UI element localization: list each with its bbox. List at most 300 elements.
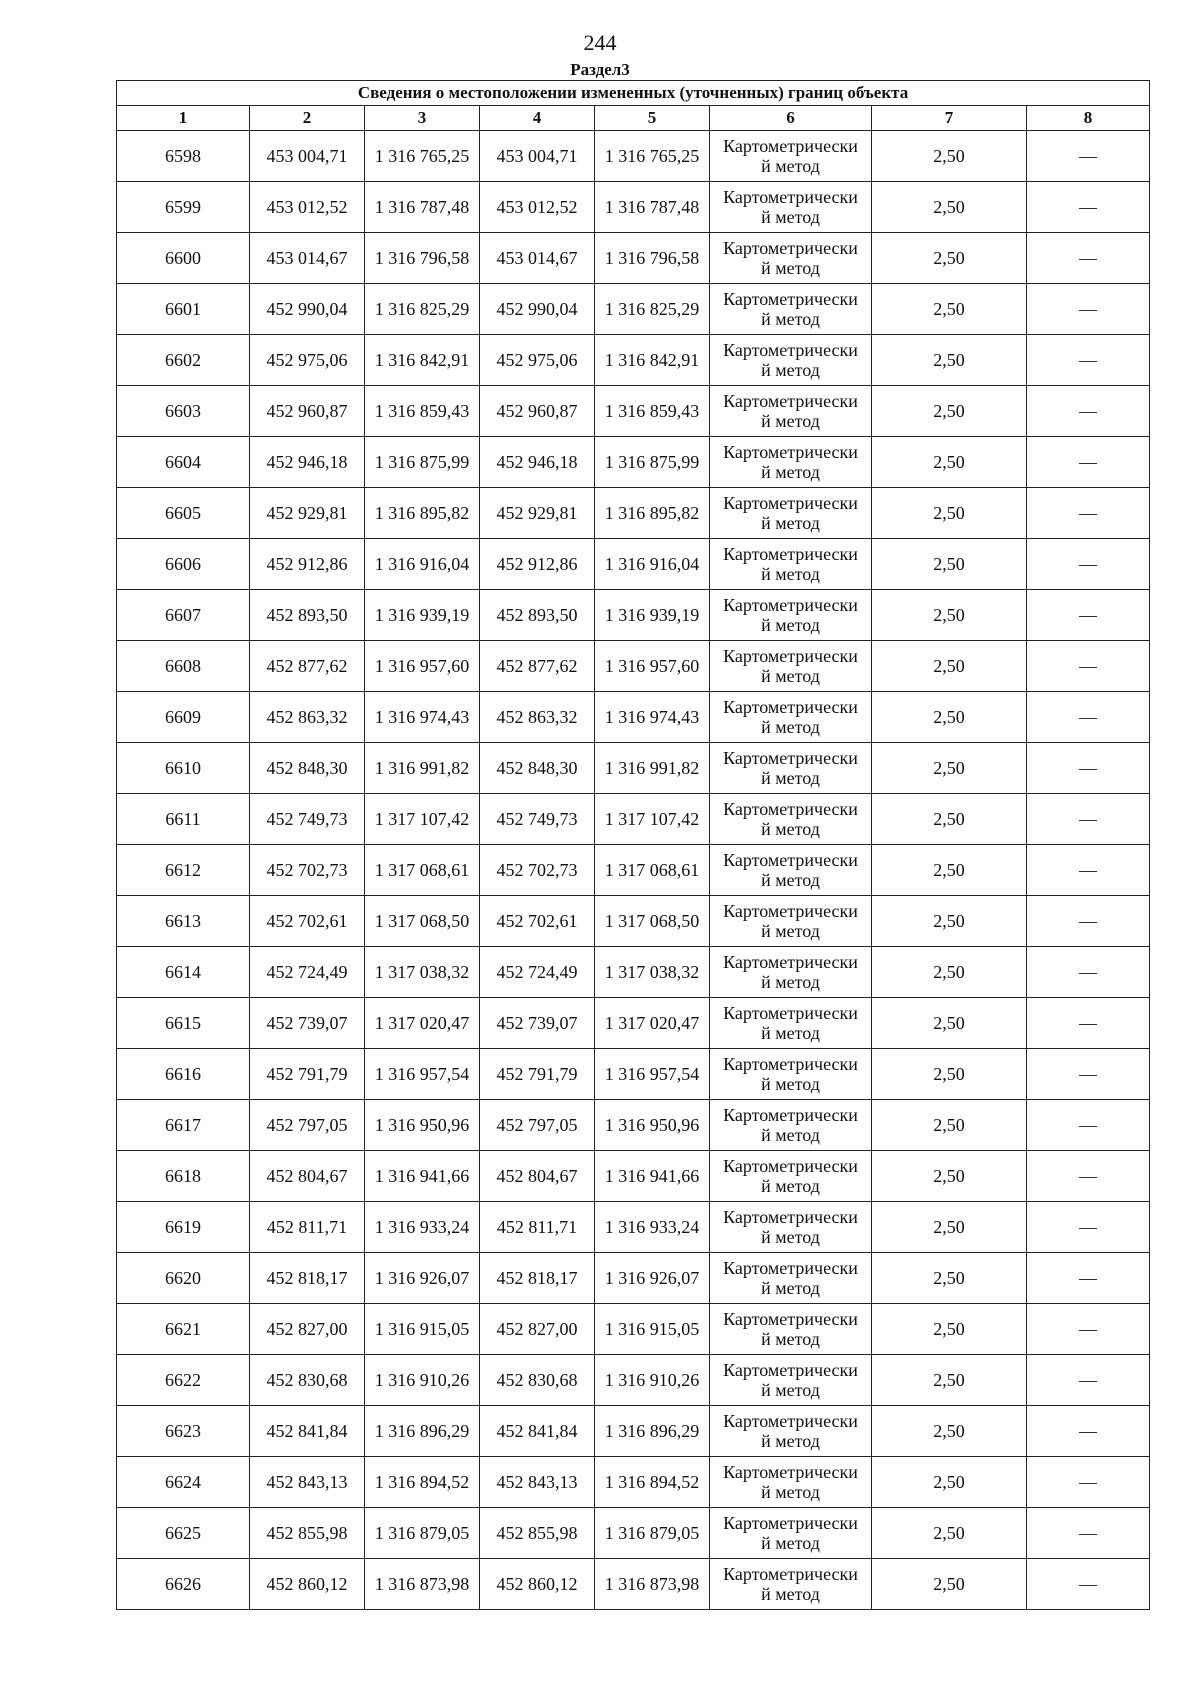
table-row <box>117 1202 1150 1253</box>
y-coordinate-cell: 1 316 879,05 <box>365 1508 480 1559</box>
point-number-cell: 6622 <box>117 1355 250 1406</box>
note-cell: — <box>1027 182 1150 233</box>
method-line: Картометрически <box>723 1156 858 1176</box>
point-number-cell: 6618 <box>117 1151 250 1202</box>
method-line: й метод <box>761 972 820 992</box>
method-cell <box>710 1508 872 1559</box>
x-new-coordinate-cell: 452 749,73 <box>480 794 595 845</box>
point-number-cell: 6603 <box>117 386 250 437</box>
column-number-row <box>117 106 1150 131</box>
table-row <box>117 947 1150 998</box>
method-line: Картометрически <box>723 1105 858 1125</box>
accuracy-cell: 2,50 <box>872 386 1027 437</box>
y-new-coordinate-cell: 1 317 038,32 <box>595 947 710 998</box>
x-new-coordinate-cell: 452 739,07 <box>480 998 595 1049</box>
y-new-coordinate-cell: 1 316 933,24 <box>595 1202 710 1253</box>
accuracy-cell: 2,50 <box>872 1202 1027 1253</box>
accuracy-cell: 2,50 <box>872 335 1027 386</box>
accuracy-cell: 2,50 <box>872 1304 1027 1355</box>
y-new-coordinate-cell: 1 316 859,43 <box>595 386 710 437</box>
note-cell: — <box>1027 641 1150 692</box>
method-line: Картометрически <box>723 289 858 309</box>
y-coordinate-cell: 1 316 825,29 <box>365 284 480 335</box>
method-line: Картометрически <box>723 136 858 156</box>
x-new-coordinate-cell: 452 990,04 <box>480 284 595 335</box>
table-row <box>117 845 1150 896</box>
table-row <box>117 1049 1150 1100</box>
method-cell <box>710 1253 872 1304</box>
method-line: й метод <box>761 1584 820 1604</box>
note-cell: — <box>1027 1406 1150 1457</box>
method-cell <box>710 1151 872 1202</box>
y-new-coordinate-cell: 1 316 957,54 <box>595 1049 710 1100</box>
point-number-cell: 6626 <box>117 1559 250 1610</box>
y-coordinate-cell: 1 317 068,50 <box>365 896 480 947</box>
note-cell: — <box>1027 947 1150 998</box>
y-new-coordinate-cell: 1 316 796,58 <box>595 233 710 284</box>
accuracy-cell: 2,50 <box>872 1406 1027 1457</box>
y-new-coordinate-cell: 1 316 894,52 <box>595 1457 710 1508</box>
note-cell: — <box>1027 1202 1150 1253</box>
x-coordinate-cell: 452 791,79 <box>250 1049 365 1100</box>
note-cell: — <box>1027 488 1150 539</box>
method-line: й метод <box>761 513 820 533</box>
x-new-coordinate-cell: 452 855,98 <box>480 1508 595 1559</box>
note-cell: — <box>1027 896 1150 947</box>
method-line: Картометрически <box>723 1513 858 1533</box>
x-new-coordinate-cell: 452 860,12 <box>480 1559 595 1610</box>
x-new-coordinate-cell: 452 946,18 <box>480 437 595 488</box>
x-coordinate-cell: 452 739,07 <box>250 998 365 1049</box>
y-coordinate-cell: 1 316 941,66 <box>365 1151 480 1202</box>
method-line: й метод <box>761 1431 820 1451</box>
x-coordinate-cell: 452 848,30 <box>250 743 365 794</box>
point-number-cell: 6621 <box>117 1304 250 1355</box>
point-number-cell: 6599 <box>117 182 250 233</box>
column-number: 6 <box>710 106 872 131</box>
note-cell: — <box>1027 131 1150 182</box>
y-coordinate-cell: 1 317 020,47 <box>365 998 480 1049</box>
table-body <box>117 131 1150 1610</box>
method-line: й метод <box>761 411 820 431</box>
point-number-cell: 6613 <box>117 896 250 947</box>
column-number: 8 <box>1027 106 1150 131</box>
point-number-cell: 6623 <box>117 1406 250 1457</box>
y-new-coordinate-cell: 1 316 842,91 <box>595 335 710 386</box>
accuracy-cell: 2,50 <box>872 1355 1027 1406</box>
method-line: й метод <box>761 921 820 941</box>
table-row <box>117 1253 1150 1304</box>
note-cell: — <box>1027 1304 1150 1355</box>
method-line: Картометрически <box>723 646 858 666</box>
accuracy-cell: 2,50 <box>872 641 1027 692</box>
note-cell: — <box>1027 1253 1150 1304</box>
note-cell: — <box>1027 1100 1150 1151</box>
table-row <box>117 539 1150 590</box>
note-cell: — <box>1027 335 1150 386</box>
x-new-coordinate-cell: 452 818,17 <box>480 1253 595 1304</box>
note-cell: — <box>1027 386 1150 437</box>
y-new-coordinate-cell: 1 316 896,29 <box>595 1406 710 1457</box>
method-line: Картометрически <box>723 340 858 360</box>
method-line: Картометрически <box>723 1054 858 1074</box>
y-new-coordinate-cell: 1 316 787,48 <box>595 182 710 233</box>
method-line: й метод <box>761 717 820 737</box>
y-new-coordinate-cell: 1 316 957,60 <box>595 641 710 692</box>
table-row <box>117 1355 1150 1406</box>
table-caption: Сведения о местоположении измененных (уточненных) границ объекта <box>117 81 1150 106</box>
accuracy-cell: 2,50 <box>872 539 1027 590</box>
note-cell: — <box>1027 284 1150 335</box>
note-cell: — <box>1027 1355 1150 1406</box>
x-coordinate-cell: 453 004,71 <box>250 131 365 182</box>
method-line: й метод <box>761 1176 820 1196</box>
method-line: Картометрически <box>723 1309 858 1329</box>
point-number-cell: 6604 <box>117 437 250 488</box>
page-number: 244 <box>583 30 617 55</box>
x-new-coordinate-cell: 453 004,71 <box>480 131 595 182</box>
accuracy-cell: 2,50 <box>872 1253 1027 1304</box>
x-coordinate-cell: 452 860,12 <box>250 1559 365 1610</box>
accuracy-cell: 2,50 <box>872 1457 1027 1508</box>
x-coordinate-cell: 452 946,18 <box>250 437 365 488</box>
x-coordinate-cell: 452 893,50 <box>250 590 365 641</box>
table-row <box>117 284 1150 335</box>
method-line: й метод <box>761 1074 820 1094</box>
method-line: Картометрически <box>723 595 858 615</box>
x-coordinate-cell: 452 990,04 <box>250 284 365 335</box>
y-new-coordinate-cell: 1 316 991,82 <box>595 743 710 794</box>
y-coordinate-cell: 1 316 787,48 <box>365 182 480 233</box>
accuracy-cell: 2,50 <box>872 794 1027 845</box>
table-row <box>117 743 1150 794</box>
accuracy-cell: 2,50 <box>872 1151 1027 1202</box>
x-new-coordinate-cell: 453 012,52 <box>480 182 595 233</box>
x-new-coordinate-cell: 452 841,84 <box>480 1406 595 1457</box>
method-cell <box>710 1457 872 1508</box>
method-line: Картометрически <box>723 1564 858 1584</box>
accuracy-cell: 2,50 <box>872 284 1027 335</box>
note-cell: — <box>1027 1559 1150 1610</box>
note-cell: — <box>1027 590 1150 641</box>
method-cell <box>710 1406 872 1457</box>
point-number-cell: 6617 <box>117 1100 250 1151</box>
y-new-coordinate-cell: 1 316 916,04 <box>595 539 710 590</box>
x-new-coordinate-cell: 452 724,49 <box>480 947 595 998</box>
method-cell <box>710 437 872 488</box>
table-row <box>117 896 1150 947</box>
method-cell <box>710 794 872 845</box>
table-row <box>117 1304 1150 1355</box>
y-coordinate-cell: 1 316 950,96 <box>365 1100 480 1151</box>
method-cell <box>710 1559 872 1610</box>
method-line: Картометрически <box>723 238 858 258</box>
y-coordinate-cell: 1 316 939,19 <box>365 590 480 641</box>
x-coordinate-cell: 452 818,17 <box>250 1253 365 1304</box>
column-number: 2 <box>250 106 365 131</box>
accuracy-cell: 2,50 <box>872 131 1027 182</box>
accuracy-cell: 2,50 <box>872 692 1027 743</box>
note-cell: — <box>1027 692 1150 743</box>
table-row <box>117 1406 1150 1457</box>
table-row <box>117 794 1150 845</box>
y-coordinate-cell: 1 316 875,99 <box>365 437 480 488</box>
point-number-cell: 6608 <box>117 641 250 692</box>
method-line: Картометрически <box>723 697 858 717</box>
x-coordinate-cell: 452 702,61 <box>250 896 365 947</box>
table-row <box>117 233 1150 284</box>
y-coordinate-cell: 1 316 765,25 <box>365 131 480 182</box>
method-cell <box>710 947 872 998</box>
method-cell <box>710 284 872 335</box>
accuracy-cell: 2,50 <box>872 947 1027 998</box>
table-row <box>117 386 1150 437</box>
method-line: Картометрически <box>723 1462 858 1482</box>
y-new-coordinate-cell: 1 317 020,47 <box>595 998 710 1049</box>
y-coordinate-cell: 1 316 991,82 <box>365 743 480 794</box>
section-title: Раздел3 <box>570 60 630 79</box>
x-new-coordinate-cell: 452 702,61 <box>480 896 595 947</box>
y-coordinate-cell: 1 316 926,07 <box>365 1253 480 1304</box>
method-cell <box>710 743 872 794</box>
table-row <box>117 437 1150 488</box>
y-coordinate-cell: 1 316 974,43 <box>365 692 480 743</box>
x-new-coordinate-cell: 452 702,73 <box>480 845 595 896</box>
y-coordinate-cell: 1 316 873,98 <box>365 1559 480 1610</box>
y-new-coordinate-cell: 1 316 825,29 <box>595 284 710 335</box>
note-cell: — <box>1027 1457 1150 1508</box>
x-coordinate-cell: 453 012,52 <box>250 182 365 233</box>
x-new-coordinate-cell: 452 811,71 <box>480 1202 595 1253</box>
x-coordinate-cell: 452 804,67 <box>250 1151 365 1202</box>
method-line: й метод <box>761 666 820 686</box>
x-coordinate-cell: 452 811,71 <box>250 1202 365 1253</box>
note-cell: — <box>1027 794 1150 845</box>
note-cell: — <box>1027 437 1150 488</box>
accuracy-cell: 2,50 <box>872 896 1027 947</box>
point-number-cell: 6616 <box>117 1049 250 1100</box>
method-line: Картометрически <box>723 952 858 972</box>
x-coordinate-cell: 452 841,84 <box>250 1406 365 1457</box>
x-coordinate-cell: 452 797,05 <box>250 1100 365 1151</box>
method-line: Картометрически <box>723 187 858 207</box>
column-number: 1 <box>117 106 250 131</box>
method-line: й метод <box>761 1023 820 1043</box>
point-number-cell: 6600 <box>117 233 250 284</box>
x-coordinate-cell: 452 912,86 <box>250 539 365 590</box>
y-new-coordinate-cell: 1 316 915,05 <box>595 1304 710 1355</box>
y-coordinate-cell: 1 317 068,61 <box>365 845 480 896</box>
table-row <box>117 335 1150 386</box>
column-number: 3 <box>365 106 480 131</box>
accuracy-cell: 2,50 <box>872 845 1027 896</box>
note-cell: — <box>1027 233 1150 284</box>
x-coordinate-cell: 453 014,67 <box>250 233 365 284</box>
method-line: й метод <box>761 819 820 839</box>
x-new-coordinate-cell: 452 804,67 <box>480 1151 595 1202</box>
method-line: й метод <box>761 615 820 635</box>
point-number-cell: 6611 <box>117 794 250 845</box>
method-line: й метод <box>761 1125 820 1145</box>
point-number-cell: 6601 <box>117 284 250 335</box>
point-number-cell: 6609 <box>117 692 250 743</box>
method-cell <box>710 692 872 743</box>
method-cell <box>710 386 872 437</box>
method-line: Картометрически <box>723 1360 858 1380</box>
x-new-coordinate-cell: 452 975,06 <box>480 335 595 386</box>
method-line: й метод <box>761 258 820 278</box>
method-line: Картометрически <box>723 493 858 513</box>
note-cell: — <box>1027 998 1150 1049</box>
method-cell <box>710 131 872 182</box>
point-number-cell: 6620 <box>117 1253 250 1304</box>
method-line: й метод <box>761 1533 820 1553</box>
note-cell: — <box>1027 845 1150 896</box>
method-line: Картометрически <box>723 901 858 921</box>
method-line: Картометрически <box>723 1003 858 1023</box>
method-cell <box>710 845 872 896</box>
y-coordinate-cell: 1 316 910,26 <box>365 1355 480 1406</box>
method-line: й метод <box>761 1329 820 1349</box>
y-new-coordinate-cell: 1 316 879,05 <box>595 1508 710 1559</box>
point-number-cell: 6615 <box>117 998 250 1049</box>
x-coordinate-cell: 452 960,87 <box>250 386 365 437</box>
x-new-coordinate-cell: 452 830,68 <box>480 1355 595 1406</box>
method-cell <box>710 233 872 284</box>
column-number: 7 <box>872 106 1027 131</box>
method-cell <box>710 896 872 947</box>
point-number-cell: 6625 <box>117 1508 250 1559</box>
table-row <box>117 590 1150 641</box>
y-coordinate-cell: 1 317 107,42 <box>365 794 480 845</box>
y-new-coordinate-cell: 1 317 068,61 <box>595 845 710 896</box>
method-line: Картометрически <box>723 391 858 411</box>
x-coordinate-cell: 452 929,81 <box>250 488 365 539</box>
table-row <box>117 1151 1150 1202</box>
table-row <box>117 641 1150 692</box>
x-coordinate-cell: 452 855,98 <box>250 1508 365 1559</box>
y-coordinate-cell: 1 316 859,43 <box>365 386 480 437</box>
x-coordinate-cell: 452 843,13 <box>250 1457 365 1508</box>
x-new-coordinate-cell: 452 797,05 <box>480 1100 595 1151</box>
x-new-coordinate-cell: 452 863,32 <box>480 692 595 743</box>
method-line: Картометрически <box>723 850 858 870</box>
x-new-coordinate-cell: 452 848,30 <box>480 743 595 794</box>
point-number-cell: 6606 <box>117 539 250 590</box>
method-cell <box>710 182 872 233</box>
x-coordinate-cell: 452 702,73 <box>250 845 365 896</box>
method-line: Картометрически <box>723 1258 858 1278</box>
x-new-coordinate-cell: 453 014,67 <box>480 233 595 284</box>
method-line: Картометрически <box>723 1207 858 1227</box>
point-number-cell: 6619 <box>117 1202 250 1253</box>
x-coordinate-cell: 452 877,62 <box>250 641 365 692</box>
note-cell: — <box>1027 1049 1150 1100</box>
y-new-coordinate-cell: 1 316 873,98 <box>595 1559 710 1610</box>
table-row <box>117 692 1150 743</box>
method-cell <box>710 590 872 641</box>
table-row <box>117 1457 1150 1508</box>
point-number-cell: 6612 <box>117 845 250 896</box>
method-line: Картометрически <box>723 442 858 462</box>
table-caption-row <box>117 81 1150 106</box>
y-new-coordinate-cell: 1 317 068,50 <box>595 896 710 947</box>
accuracy-cell: 2,50 <box>872 743 1027 794</box>
x-coordinate-cell: 452 749,73 <box>250 794 365 845</box>
column-number: 5 <box>595 106 710 131</box>
y-coordinate-cell: 1 316 957,54 <box>365 1049 480 1100</box>
x-new-coordinate-cell: 452 791,79 <box>480 1049 595 1100</box>
point-number-cell: 6607 <box>117 590 250 641</box>
y-coordinate-cell: 1 316 796,58 <box>365 233 480 284</box>
x-new-coordinate-cell: 452 929,81 <box>480 488 595 539</box>
y-coordinate-cell: 1 316 957,60 <box>365 641 480 692</box>
table-row <box>117 1559 1150 1610</box>
method-line: й метод <box>761 462 820 482</box>
method-cell <box>710 488 872 539</box>
method-line: й метод <box>761 1482 820 1502</box>
method-line: й метод <box>761 156 820 176</box>
method-line: й метод <box>761 207 820 227</box>
x-coordinate-cell: 452 975,06 <box>250 335 365 386</box>
note-cell: — <box>1027 539 1150 590</box>
accuracy-cell: 2,50 <box>872 1559 1027 1610</box>
method-line: Картометрически <box>723 1411 858 1431</box>
method-line: й метод <box>761 360 820 380</box>
table-row <box>117 182 1150 233</box>
method-cell <box>710 1304 872 1355</box>
accuracy-cell: 2,50 <box>872 233 1027 284</box>
point-number-cell: 6598 <box>117 131 250 182</box>
point-number-cell: 6605 <box>117 488 250 539</box>
method-cell <box>710 641 872 692</box>
y-new-coordinate-cell: 1 316 974,43 <box>595 692 710 743</box>
method-cell <box>710 1049 872 1100</box>
note-cell: — <box>1027 1508 1150 1559</box>
table-row <box>117 1100 1150 1151</box>
x-coordinate-cell: 452 863,32 <box>250 692 365 743</box>
x-coordinate-cell: 452 827,00 <box>250 1304 365 1355</box>
accuracy-cell: 2,50 <box>872 182 1027 233</box>
y-coordinate-cell: 1 316 933,24 <box>365 1202 480 1253</box>
y-coordinate-cell: 1 316 895,82 <box>365 488 480 539</box>
y-new-coordinate-cell: 1 316 926,07 <box>595 1253 710 1304</box>
x-new-coordinate-cell: 452 843,13 <box>480 1457 595 1508</box>
y-new-coordinate-cell: 1 317 107,42 <box>595 794 710 845</box>
y-new-coordinate-cell: 1 316 765,25 <box>595 131 710 182</box>
coordinates-table <box>116 80 1150 1610</box>
method-line: Картометрически <box>723 544 858 564</box>
table-row <box>117 131 1150 182</box>
y-coordinate-cell: 1 316 896,29 <box>365 1406 480 1457</box>
method-line: й метод <box>761 309 820 329</box>
x-new-coordinate-cell: 452 877,62 <box>480 641 595 692</box>
y-coordinate-cell: 1 316 915,05 <box>365 1304 480 1355</box>
y-coordinate-cell: 1 316 916,04 <box>365 539 480 590</box>
x-coordinate-cell: 452 724,49 <box>250 947 365 998</box>
method-cell <box>710 998 872 1049</box>
method-line: Картометрически <box>723 799 858 819</box>
note-cell: — <box>1027 1151 1150 1202</box>
method-cell <box>710 335 872 386</box>
method-line: Картометрически <box>723 748 858 768</box>
accuracy-cell: 2,50 <box>872 590 1027 641</box>
point-number-cell: 6610 <box>117 743 250 794</box>
accuracy-cell: 2,50 <box>872 1100 1027 1151</box>
point-number-cell: 6614 <box>117 947 250 998</box>
method-cell <box>710 1202 872 1253</box>
method-cell <box>710 1100 872 1151</box>
